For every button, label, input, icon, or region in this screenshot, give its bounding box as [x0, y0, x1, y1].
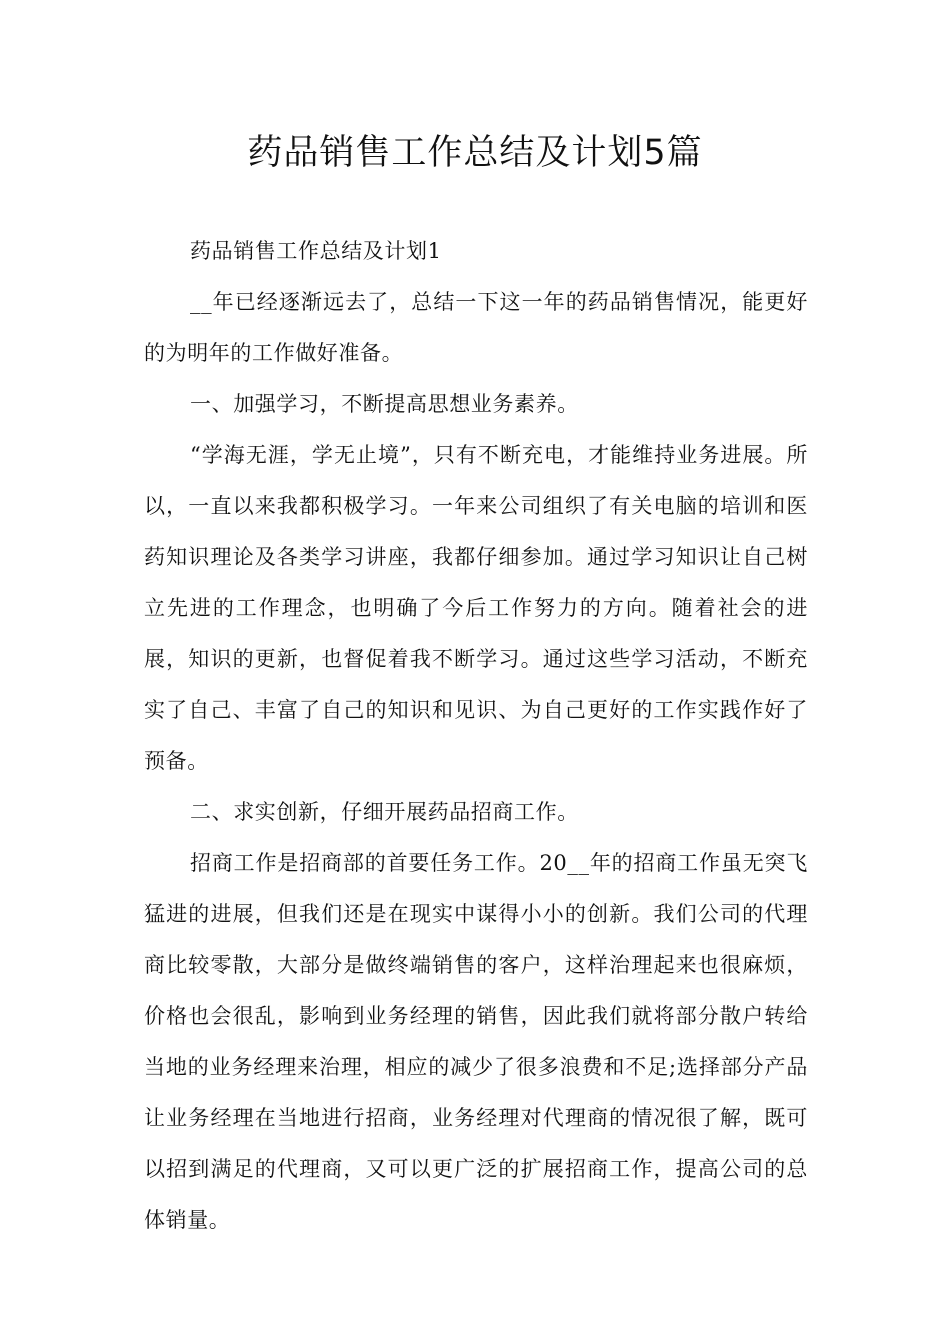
section-heading-study: 一、加强学习，不断提高思想业务素养。 — [190, 392, 579, 416]
section-heading-investment: 二、求实创新，仔细开展药品招商工作。 — [190, 800, 579, 824]
investment-paragraph: 招商工作是招商部的首要任务工作。20__年的招商工作虽无突飞猛进的进展，但我们还是在现实中谋得小小的创新。我们公司的代理商比较零散，大部分是做终端销售的客户，这样治理起来也很麻烦，价格也会很乱，影响到业务经理的销售，因此我们就将部分散户转给当地的业务经理来治理，相应的减少了很多浪费和不足;选择部分产品让业务经理在当地进行招商，业务经理对代理商的情况很了解，既可以招到满足的代理商，又可以更广泛的扩展招商工作，提高公司的总体销量。 — [144, 851, 808, 1232]
document-title: 药品销售工作总结及计划5篇 — [247, 133, 703, 173]
intro-paragraph: __年已经逐渐远去了，总结一下这一年的药品销售情况，能更好的为明年的工作做好准备。 — [144, 290, 808, 365]
document-body — [144, 226, 808, 1246]
study-paragraph: “学海无涯，学无止境”，只有不断充电，才能维持业务进展。所以，一直以来我都积极学习。一年来公司组织了有关电脑的培训和医药知识理论及各类学习讲座，我都仔细参加。通过学习知识让自己树立先进的工作理念，也明确了今后工作努力的方向。随着社会的进展，知识的更新，也督促着我不断学习。通过这些学习活动，不断充实了自己、丰富了自己的知识和见识、为自己更好的工作实践作好了预备。 — [144, 443, 808, 773]
section-heading-plan-1: 药品销售工作总结及计划1 — [190, 239, 442, 263]
